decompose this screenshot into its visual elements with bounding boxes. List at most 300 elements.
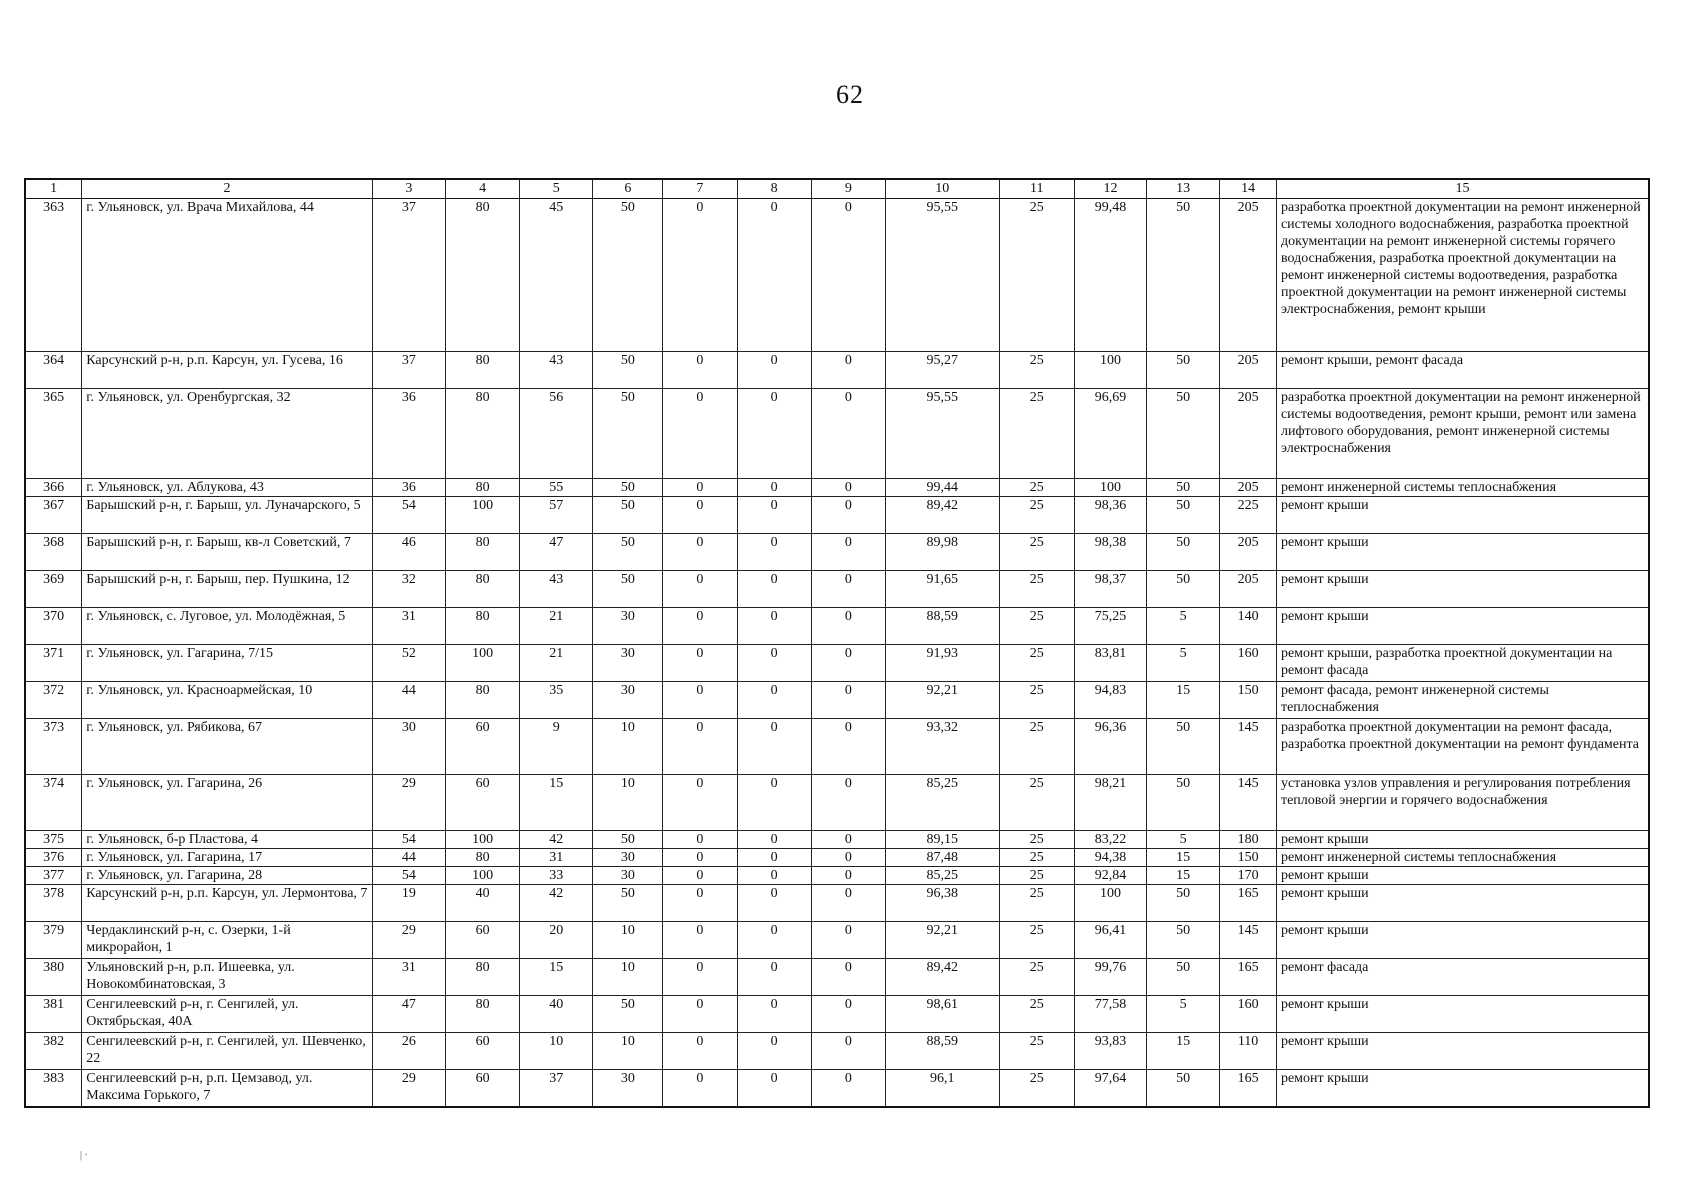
cell-col-14: 145 <box>1220 922 1277 959</box>
cell-col-14: 180 <box>1220 831 1277 849</box>
cell-col-10: 89,42 <box>886 959 1000 996</box>
table-row <box>25 996 1649 1033</box>
cell-col-4: 60 <box>445 1033 519 1070</box>
cell-col-14: 205 <box>1220 199 1277 352</box>
address-cell: Барышский р-н, г. Барыш, ул. Луначарского, 5 <box>82 497 373 534</box>
cell-col-7: 0 <box>663 645 737 682</box>
cell-col-8: 0 <box>737 849 811 867</box>
address-cell: г. Ульяновск, ул. Аблукова, 43 <box>82 479 373 497</box>
column-number-header-row <box>25 179 1649 199</box>
cell-col-5: 35 <box>520 682 593 719</box>
cell-col-9: 0 <box>811 389 885 479</box>
cell-col-9: 0 <box>811 352 885 389</box>
cell-col-6: 30 <box>593 645 663 682</box>
repair-works-cell: ремонт крыши <box>1276 608 1649 645</box>
cell-col-6: 50 <box>593 199 663 352</box>
cell-col-3: 54 <box>372 497 445 534</box>
cell-col-8: 0 <box>737 1033 811 1070</box>
cell-col-3: 31 <box>372 959 445 996</box>
cell-col-13: 50 <box>1147 534 1220 571</box>
row-number-cell: 368 <box>25 534 82 571</box>
cell-col-6: 30 <box>593 867 663 885</box>
cell-col-9: 0 <box>811 571 885 608</box>
cell-col-8: 0 <box>737 1070 811 1107</box>
cell-col-12: 83,81 <box>1074 645 1146 682</box>
row-number-cell: 377 <box>25 867 82 885</box>
cell-col-9: 0 <box>811 867 885 885</box>
cell-col-13: 50 <box>1147 352 1220 389</box>
row-number-cell: 371 <box>25 645 82 682</box>
cell-col-13: 50 <box>1147 885 1220 922</box>
address-cell: Карсунский р-н, р.п. Карсун, ул. Лермонтова, 7 <box>82 885 373 922</box>
table-row <box>25 389 1649 479</box>
cell-col-5: 15 <box>520 775 593 831</box>
cell-col-13: 50 <box>1147 959 1220 996</box>
cell-col-12: 96,41 <box>1074 922 1146 959</box>
address-cell: г. Ульяновск, ул. Гагарина, 17 <box>82 849 373 867</box>
table-row <box>25 497 1649 534</box>
cell-col-3: 26 <box>372 1033 445 1070</box>
cell-col-3: 19 <box>372 885 445 922</box>
repair-works-cell: ремонт крыши <box>1276 996 1649 1033</box>
row-number-cell: 374 <box>25 775 82 831</box>
cell-col-5: 43 <box>520 571 593 608</box>
cell-col-14: 205 <box>1220 479 1277 497</box>
row-number-cell: 366 <box>25 479 82 497</box>
cell-col-7: 0 <box>663 867 737 885</box>
cell-col-8: 0 <box>737 719 811 775</box>
cell-col-14: 205 <box>1220 534 1277 571</box>
cell-col-14: 145 <box>1220 719 1277 775</box>
cell-col-8: 0 <box>737 199 811 352</box>
cell-col-9: 0 <box>811 959 885 996</box>
cell-col-6: 10 <box>593 719 663 775</box>
column-header-8: 8 <box>737 179 811 199</box>
cell-col-13: 50 <box>1147 719 1220 775</box>
cell-col-6: 50 <box>593 534 663 571</box>
cell-col-14: 140 <box>1220 608 1277 645</box>
cell-col-9: 0 <box>811 497 885 534</box>
cell-col-12: 98,37 <box>1074 571 1146 608</box>
cell-col-10: 95,55 <box>886 199 1000 352</box>
cell-col-14: 145 <box>1220 775 1277 831</box>
cell-col-10: 95,27 <box>886 352 1000 389</box>
cell-col-12: 96,69 <box>1074 389 1146 479</box>
cell-col-3: 36 <box>372 479 445 497</box>
cell-col-12: 98,36 <box>1074 497 1146 534</box>
cell-col-10: 92,21 <box>886 682 1000 719</box>
cell-col-11: 25 <box>999 775 1074 831</box>
cell-col-5: 15 <box>520 959 593 996</box>
cell-col-6: 10 <box>593 959 663 996</box>
cell-col-9: 0 <box>811 1070 885 1107</box>
cell-col-11: 25 <box>999 959 1074 996</box>
repair-works-cell: разработка проектной документации на ремонт фасада, разработка проектной документации на ремонт фундамента <box>1276 719 1649 775</box>
row-number-cell: 382 <box>25 1033 82 1070</box>
cell-col-12: 94,83 <box>1074 682 1146 719</box>
cell-col-9: 0 <box>811 682 885 719</box>
cell-col-10: 95,55 <box>886 389 1000 479</box>
row-number-cell: 367 <box>25 497 82 534</box>
cell-col-10: 91,93 <box>886 645 1000 682</box>
address-cell: Барышский р-н, г. Барыш, кв-л Советский, 7 <box>82 534 373 571</box>
cell-col-4: 80 <box>445 959 519 996</box>
cell-col-4: 100 <box>445 645 519 682</box>
column-header-15: 15 <box>1276 179 1649 199</box>
repair-works-cell: ремонт крыши <box>1276 922 1649 959</box>
cell-col-9: 0 <box>811 608 885 645</box>
cell-col-5: 21 <box>520 645 593 682</box>
housing-repair-registry-table <box>24 178 1650 1108</box>
cell-col-3: 36 <box>372 389 445 479</box>
address-cell: Сенгилеевский р-н, р.п. Цемзавод, ул. Максима Горького, 7 <box>82 1070 373 1107</box>
cell-col-11: 25 <box>999 996 1074 1033</box>
cell-col-6: 50 <box>593 885 663 922</box>
cell-col-7: 0 <box>663 1033 737 1070</box>
cell-col-4: 60 <box>445 775 519 831</box>
cell-col-4: 40 <box>445 885 519 922</box>
cell-col-5: 55 <box>520 479 593 497</box>
cell-col-11: 25 <box>999 885 1074 922</box>
column-header-6: 6 <box>593 179 663 199</box>
cell-col-7: 0 <box>663 571 737 608</box>
cell-col-14: 150 <box>1220 682 1277 719</box>
stray-scan-marks: | · <box>80 1150 88 1161</box>
cell-col-7: 0 <box>663 534 737 571</box>
cell-col-10: 88,59 <box>886 1033 1000 1070</box>
cell-col-13: 15 <box>1147 1033 1220 1070</box>
cell-col-14: 205 <box>1220 352 1277 389</box>
row-number-cell: 370 <box>25 608 82 645</box>
cell-col-8: 0 <box>737 831 811 849</box>
cell-col-8: 0 <box>737 922 811 959</box>
cell-col-7: 0 <box>663 831 737 849</box>
address-cell: г. Ульяновск, ул. Гагарина, 28 <box>82 867 373 885</box>
cell-col-5: 57 <box>520 497 593 534</box>
cell-col-5: 9 <box>520 719 593 775</box>
cell-col-12: 96,36 <box>1074 719 1146 775</box>
cell-col-8: 0 <box>737 571 811 608</box>
cell-col-13: 5 <box>1147 608 1220 645</box>
cell-col-4: 80 <box>445 996 519 1033</box>
cell-col-13: 50 <box>1147 389 1220 479</box>
cell-col-13: 50 <box>1147 1070 1220 1107</box>
cell-col-12: 100 <box>1074 479 1146 497</box>
cell-col-9: 0 <box>811 534 885 571</box>
cell-col-11: 25 <box>999 497 1074 534</box>
cell-col-6: 50 <box>593 389 663 479</box>
cell-col-4: 100 <box>445 497 519 534</box>
row-number-cell: 379 <box>25 922 82 959</box>
cell-col-11: 25 <box>999 719 1074 775</box>
cell-col-11: 25 <box>999 534 1074 571</box>
cell-col-6: 50 <box>593 352 663 389</box>
cell-col-10: 85,25 <box>886 867 1000 885</box>
page-number: 62 <box>836 80 864 109</box>
table-row <box>25 608 1649 645</box>
cell-col-8: 0 <box>737 497 811 534</box>
cell-col-10: 87,48 <box>886 849 1000 867</box>
address-cell: г. Ульяновск, ул. Оренбургская, 32 <box>82 389 373 479</box>
column-header-5: 5 <box>520 179 593 199</box>
cell-col-14: 165 <box>1220 885 1277 922</box>
cell-col-12: 100 <box>1074 352 1146 389</box>
cell-col-5: 21 <box>520 608 593 645</box>
table-row <box>25 867 1649 885</box>
cell-col-13: 50 <box>1147 479 1220 497</box>
cell-col-7: 0 <box>663 959 737 996</box>
cell-col-11: 25 <box>999 199 1074 352</box>
cell-col-3: 29 <box>372 1070 445 1107</box>
cell-col-12: 99,76 <box>1074 959 1146 996</box>
cell-col-12: 92,84 <box>1074 867 1146 885</box>
cell-col-9: 0 <box>811 479 885 497</box>
repair-works-cell: ремонт крыши <box>1276 867 1649 885</box>
cell-col-14: 165 <box>1220 1070 1277 1107</box>
cell-col-3: 32 <box>372 571 445 608</box>
cell-col-5: 33 <box>520 867 593 885</box>
column-header-14: 14 <box>1220 179 1277 199</box>
cell-col-5: 45 <box>520 199 593 352</box>
cell-col-4: 60 <box>445 1070 519 1107</box>
column-header-4: 4 <box>445 179 519 199</box>
table-row <box>25 645 1649 682</box>
cell-col-5: 42 <box>520 831 593 849</box>
repair-works-cell: ремонт крыши, ремонт фасада <box>1276 352 1649 389</box>
address-cell: г. Ульяновск, ул. Гагарина, 7/15 <box>82 645 373 682</box>
cell-col-8: 0 <box>737 645 811 682</box>
cell-col-8: 0 <box>737 534 811 571</box>
repair-works-cell: ремонт крыши <box>1276 534 1649 571</box>
cell-col-14: 160 <box>1220 996 1277 1033</box>
cell-col-4: 80 <box>445 389 519 479</box>
cell-col-10: 85,25 <box>886 775 1000 831</box>
address-cell: Сенгилеевский р-н, г. Сенгилей, ул. Шевченко, 22 <box>82 1033 373 1070</box>
row-number-cell: 380 <box>25 959 82 996</box>
cell-col-5: 47 <box>520 534 593 571</box>
cell-col-4: 80 <box>445 199 519 352</box>
table-row <box>25 831 1649 849</box>
address-cell: г. Ульяновск, б-р Пластова, 4 <box>82 831 373 849</box>
cell-col-6: 30 <box>593 608 663 645</box>
table-row <box>25 1033 1649 1070</box>
cell-col-6: 30 <box>593 682 663 719</box>
table-row <box>25 682 1649 719</box>
repair-works-cell: ремонт крыши, разработка проектной документации на ремонт фасада <box>1276 645 1649 682</box>
cell-col-4: 80 <box>445 352 519 389</box>
table-row <box>25 849 1649 867</box>
table-body <box>25 199 1649 1107</box>
cell-col-3: 54 <box>372 867 445 885</box>
column-header-2: 2 <box>82 179 373 199</box>
cell-col-4: 100 <box>445 831 519 849</box>
cell-col-11: 25 <box>999 571 1074 608</box>
cell-col-13: 5 <box>1147 831 1220 849</box>
column-header-9: 9 <box>811 179 885 199</box>
cell-col-8: 0 <box>737 682 811 719</box>
cell-col-10: 92,21 <box>886 922 1000 959</box>
cell-col-5: 42 <box>520 885 593 922</box>
cell-col-14: 150 <box>1220 849 1277 867</box>
cell-col-9: 0 <box>811 719 885 775</box>
row-number-cell: 375 <box>25 831 82 849</box>
cell-col-6: 50 <box>593 571 663 608</box>
cell-col-4: 80 <box>445 608 519 645</box>
cell-col-9: 0 <box>811 996 885 1033</box>
cell-col-3: 52 <box>372 645 445 682</box>
cell-col-3: 47 <box>372 996 445 1033</box>
cell-col-8: 0 <box>737 867 811 885</box>
cell-col-13: 5 <box>1147 996 1220 1033</box>
cell-col-14: 225 <box>1220 497 1277 534</box>
repair-works-cell: ремонт инженерной системы теплоснабжения <box>1276 849 1649 867</box>
cell-col-13: 50 <box>1147 497 1220 534</box>
cell-col-4: 80 <box>445 571 519 608</box>
row-number-cell: 381 <box>25 996 82 1033</box>
cell-col-6: 10 <box>593 775 663 831</box>
cell-col-4: 80 <box>445 479 519 497</box>
row-number-cell: 364 <box>25 352 82 389</box>
repair-works-cell: ремонт крыши <box>1276 571 1649 608</box>
cell-col-5: 37 <box>520 1070 593 1107</box>
cell-col-4: 80 <box>445 534 519 571</box>
cell-col-14: 160 <box>1220 645 1277 682</box>
repair-works-cell: разработка проектной документации на ремонт инженерной системы холодного водоснабжения, разработка проектной документации на ремонт инженерной системы горячего водоснабжения, разработка проектной документации на ремонт инженерной системы водоотведения, разработка проектной документации на ремонт инженерной системы электроснабжения, ремонт крыши <box>1276 199 1649 352</box>
cell-col-3: 37 <box>372 199 445 352</box>
cell-col-11: 25 <box>999 1070 1074 1107</box>
cell-col-3: 54 <box>372 831 445 849</box>
repair-works-cell: ремонт крыши <box>1276 1070 1649 1107</box>
cell-col-11: 25 <box>999 389 1074 479</box>
table-row <box>25 922 1649 959</box>
cell-col-8: 0 <box>737 352 811 389</box>
cell-col-3: 44 <box>372 849 445 867</box>
cell-col-7: 0 <box>663 608 737 645</box>
cell-col-10: 96,1 <box>886 1070 1000 1107</box>
cell-col-12: 98,38 <box>1074 534 1146 571</box>
cell-col-4: 80 <box>445 682 519 719</box>
address-cell: Карсунский р-н, р.п. Карсун, ул. Гусева, 16 <box>82 352 373 389</box>
cell-col-10: 89,42 <box>886 497 1000 534</box>
cell-col-5: 43 <box>520 352 593 389</box>
table-row <box>25 199 1649 352</box>
row-number-cell: 369 <box>25 571 82 608</box>
cell-col-5: 10 <box>520 1033 593 1070</box>
row-number-cell: 383 <box>25 1070 82 1107</box>
column-header-13: 13 <box>1147 179 1220 199</box>
row-number-cell: 363 <box>25 199 82 352</box>
cell-col-8: 0 <box>737 775 811 831</box>
row-number-cell: 376 <box>25 849 82 867</box>
cell-col-7: 0 <box>663 199 737 352</box>
row-number-cell: 365 <box>25 389 82 479</box>
row-number-cell: 378 <box>25 885 82 922</box>
cell-col-9: 0 <box>811 645 885 682</box>
cell-col-14: 205 <box>1220 571 1277 608</box>
cell-col-12: 100 <box>1074 885 1146 922</box>
address-cell: Ульяновский р-н, р.п. Ишеевка, ул. Новокомбинатовская, 3 <box>82 959 373 996</box>
column-header-1: 1 <box>25 179 82 199</box>
cell-col-11: 25 <box>999 922 1074 959</box>
cell-col-7: 0 <box>663 719 737 775</box>
table-row <box>25 352 1649 389</box>
cell-col-9: 0 <box>811 885 885 922</box>
repair-works-cell: ремонт крыши <box>1276 1033 1649 1070</box>
address-cell: Чердаклинский р-н, с. Озерки, 1-й микрорайон, 1 <box>82 922 373 959</box>
cell-col-4: 60 <box>445 922 519 959</box>
cell-col-7: 0 <box>663 849 737 867</box>
repair-works-cell: ремонт инженерной системы теплоснабжения <box>1276 479 1649 497</box>
cell-col-4: 80 <box>445 849 519 867</box>
cell-col-7: 0 <box>663 775 737 831</box>
cell-col-12: 97,64 <box>1074 1070 1146 1107</box>
repair-works-cell: ремонт фасада, ремонт инженерной системы теплоснабжения <box>1276 682 1649 719</box>
cell-col-5: 40 <box>520 996 593 1033</box>
column-header-11: 11 <box>999 179 1074 199</box>
cell-col-8: 0 <box>737 608 811 645</box>
cell-col-6: 10 <box>593 922 663 959</box>
cell-col-3: 46 <box>372 534 445 571</box>
cell-col-12: 83,22 <box>1074 831 1146 849</box>
repair-works-cell: ремонт фасада <box>1276 959 1649 996</box>
row-number-cell: 373 <box>25 719 82 775</box>
cell-col-4: 100 <box>445 867 519 885</box>
cell-col-9: 0 <box>811 849 885 867</box>
cell-col-12: 75,25 <box>1074 608 1146 645</box>
cell-col-10: 88,59 <box>886 608 1000 645</box>
cell-col-10: 91,65 <box>886 571 1000 608</box>
cell-col-5: 31 <box>520 849 593 867</box>
cell-col-13: 15 <box>1147 849 1220 867</box>
repair-works-cell: ремонт крыши <box>1276 497 1649 534</box>
repair-works-cell: установка узлов управления и регулирования потребления тепловой энергии и горячего водоснабжения <box>1276 775 1649 831</box>
cell-col-13: 15 <box>1147 867 1220 885</box>
cell-col-11: 25 <box>999 1033 1074 1070</box>
address-cell: г. Ульяновск, ул. Рябикова, 67 <box>82 719 373 775</box>
cell-col-3: 37 <box>372 352 445 389</box>
cell-col-6: 10 <box>593 1033 663 1070</box>
cell-col-9: 0 <box>811 775 885 831</box>
cell-col-7: 0 <box>663 885 737 922</box>
cell-col-14: 110 <box>1220 1033 1277 1070</box>
cell-col-11: 25 <box>999 849 1074 867</box>
cell-col-7: 0 <box>663 996 737 1033</box>
repair-works-cell: ремонт крыши <box>1276 831 1649 849</box>
cell-col-8: 0 <box>737 389 811 479</box>
address-cell: Барышский р-н, г. Барыш, пер. Пушкина, 12 <box>82 571 373 608</box>
cell-col-14: 170 <box>1220 867 1277 885</box>
cell-col-9: 0 <box>811 922 885 959</box>
cell-col-13: 15 <box>1147 682 1220 719</box>
cell-col-10: 89,98 <box>886 534 1000 571</box>
address-cell: г. Ульяновск, с. Луговое, ул. Молодёжная, 5 <box>82 608 373 645</box>
cell-col-7: 0 <box>663 922 737 959</box>
cell-col-6: 30 <box>593 1070 663 1107</box>
cell-col-10: 93,32 <box>886 719 1000 775</box>
address-cell: г. Ульяновск, ул. Гагарина, 26 <box>82 775 373 831</box>
cell-col-8: 0 <box>737 959 811 996</box>
cell-col-3: 31 <box>372 608 445 645</box>
cell-col-13: 50 <box>1147 922 1220 959</box>
cell-col-8: 0 <box>737 885 811 922</box>
cell-col-9: 0 <box>811 1033 885 1070</box>
cell-col-10: 89,15 <box>886 831 1000 849</box>
cell-col-7: 0 <box>663 352 737 389</box>
cell-col-6: 50 <box>593 831 663 849</box>
cell-col-11: 25 <box>999 682 1074 719</box>
cell-col-12: 94,38 <box>1074 849 1146 867</box>
cell-col-6: 30 <box>593 849 663 867</box>
